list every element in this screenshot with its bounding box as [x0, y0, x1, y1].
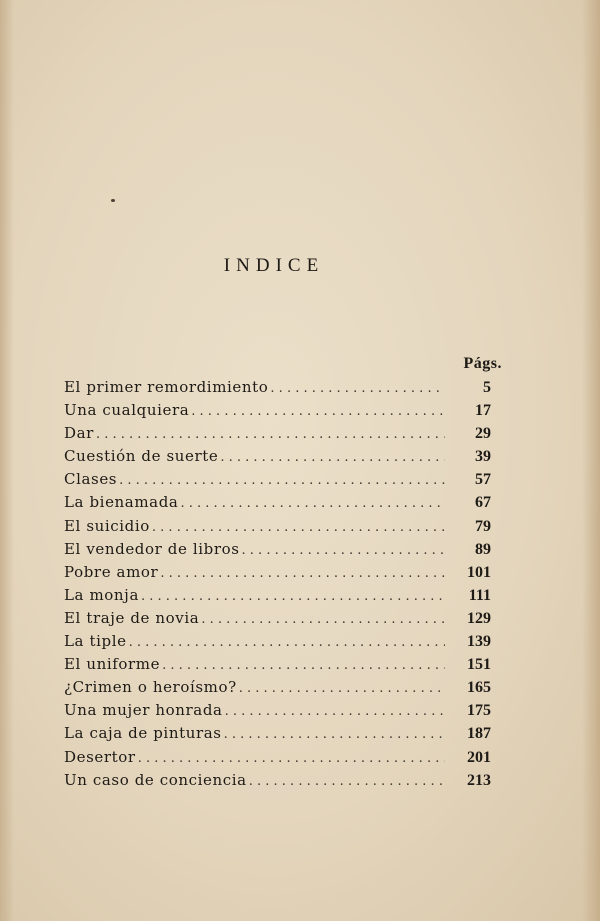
dot-leader [141, 585, 445, 608]
toc-entry-title: Cuestión de suerte [64, 447, 219, 466]
toc-entry-title: Clases [64, 470, 118, 489]
toc-entry-title: El suicidio [64, 516, 150, 535]
toc-entry-title: Desertor [64, 747, 136, 766]
toc-entry-page: 67 [475, 494, 491, 512]
toc-entry-title: El primer remordimiento [64, 378, 269, 396]
dot-leader [270, 377, 445, 400]
toc-entry-page: 5 [483, 379, 491, 396]
toc-entry-page: 187 [467, 725, 491, 743]
dot-leader [201, 608, 445, 631]
toc-entry [64, 445, 491, 468]
dot-leader [180, 492, 445, 515]
toc-entry [64, 630, 491, 653]
toc-entry-title: La bienamada [64, 493, 179, 512]
dot-leader [138, 747, 445, 770]
dot-leader [239, 677, 445, 700]
toc-entry [64, 468, 491, 491]
dot-leader [162, 654, 445, 677]
toc-entry [64, 676, 491, 699]
toc-entry-page: 139 [467, 633, 491, 651]
toc-entry-page: 213 [467, 771, 491, 789]
toc-entry-title: Una cualquiera [64, 401, 190, 420]
toc-entry-title: Dar [64, 424, 94, 443]
toc-entry [64, 607, 491, 630]
toc-entry-page: 201 [467, 748, 491, 766]
ink-speck [111, 199, 115, 202]
dot-leader [224, 723, 445, 746]
toc-entry-page: 165 [467, 679, 491, 697]
toc-entry-page: 17 [475, 402, 491, 420]
dot-leader [225, 700, 445, 723]
toc-entry-title: El uniforme [64, 655, 161, 674]
toc-entry-page: 129 [467, 609, 491, 627]
toc-entry-title: Una mujer honrada [64, 701, 223, 720]
toc-entry-title: La monja [64, 585, 139, 604]
toc-entry [64, 699, 491, 722]
toc-entry-page: 89 [475, 540, 491, 558]
toc-entry [64, 584, 491, 607]
toc-entry-page: 57 [475, 471, 491, 489]
toc-entry [64, 491, 491, 514]
dot-leader [119, 469, 445, 492]
toc-entry [64, 515, 491, 538]
pages-column-header: Págs. [463, 355, 502, 372]
table-of-contents [64, 376, 491, 792]
toc-entry-page: 79 [475, 517, 491, 535]
toc-entry [64, 376, 491, 399]
toc-entry [64, 746, 491, 769]
dot-leader [220, 446, 445, 469]
toc-entry [64, 422, 491, 445]
dot-leader [160, 562, 445, 585]
toc-entry [64, 538, 491, 561]
toc-entry-title: El traje de novia [64, 608, 200, 627]
toc-entry [64, 769, 491, 792]
toc-entry-page: 151 [467, 656, 491, 674]
toc-entry-page: 175 [467, 702, 491, 720]
dot-leader [129, 631, 445, 654]
dot-leader [96, 423, 445, 446]
toc-entry-title: Un caso de conciencia [64, 770, 247, 789]
page-edge-right [582, 0, 600, 921]
toc-entry-title: La caja de pinturas [64, 724, 222, 743]
toc-entry-page: 29 [475, 425, 491, 443]
dot-leader [191, 400, 445, 423]
toc-entry-title: La tiple [64, 632, 127, 651]
dot-leader [152, 516, 445, 539]
dot-leader [242, 539, 445, 562]
toc-entry-page: 39 [475, 448, 491, 466]
toc-entry-page: 101 [467, 563, 491, 581]
toc-entry-title: ¿Crimen o heroísmo? [64, 678, 237, 697]
dot-leader [249, 770, 445, 793]
toc-entry [64, 653, 491, 676]
page-edge-left [0, 0, 14, 921]
toc-entry-title: Pobre amor [64, 562, 159, 581]
toc-entry [64, 399, 491, 422]
toc-entry-title: El vendedor de libros [64, 539, 240, 558]
page-title: INDICE [223, 255, 325, 276]
toc-entry [64, 722, 491, 745]
toc-entry [64, 561, 491, 584]
toc-entry-page: 111 [468, 586, 491, 604]
